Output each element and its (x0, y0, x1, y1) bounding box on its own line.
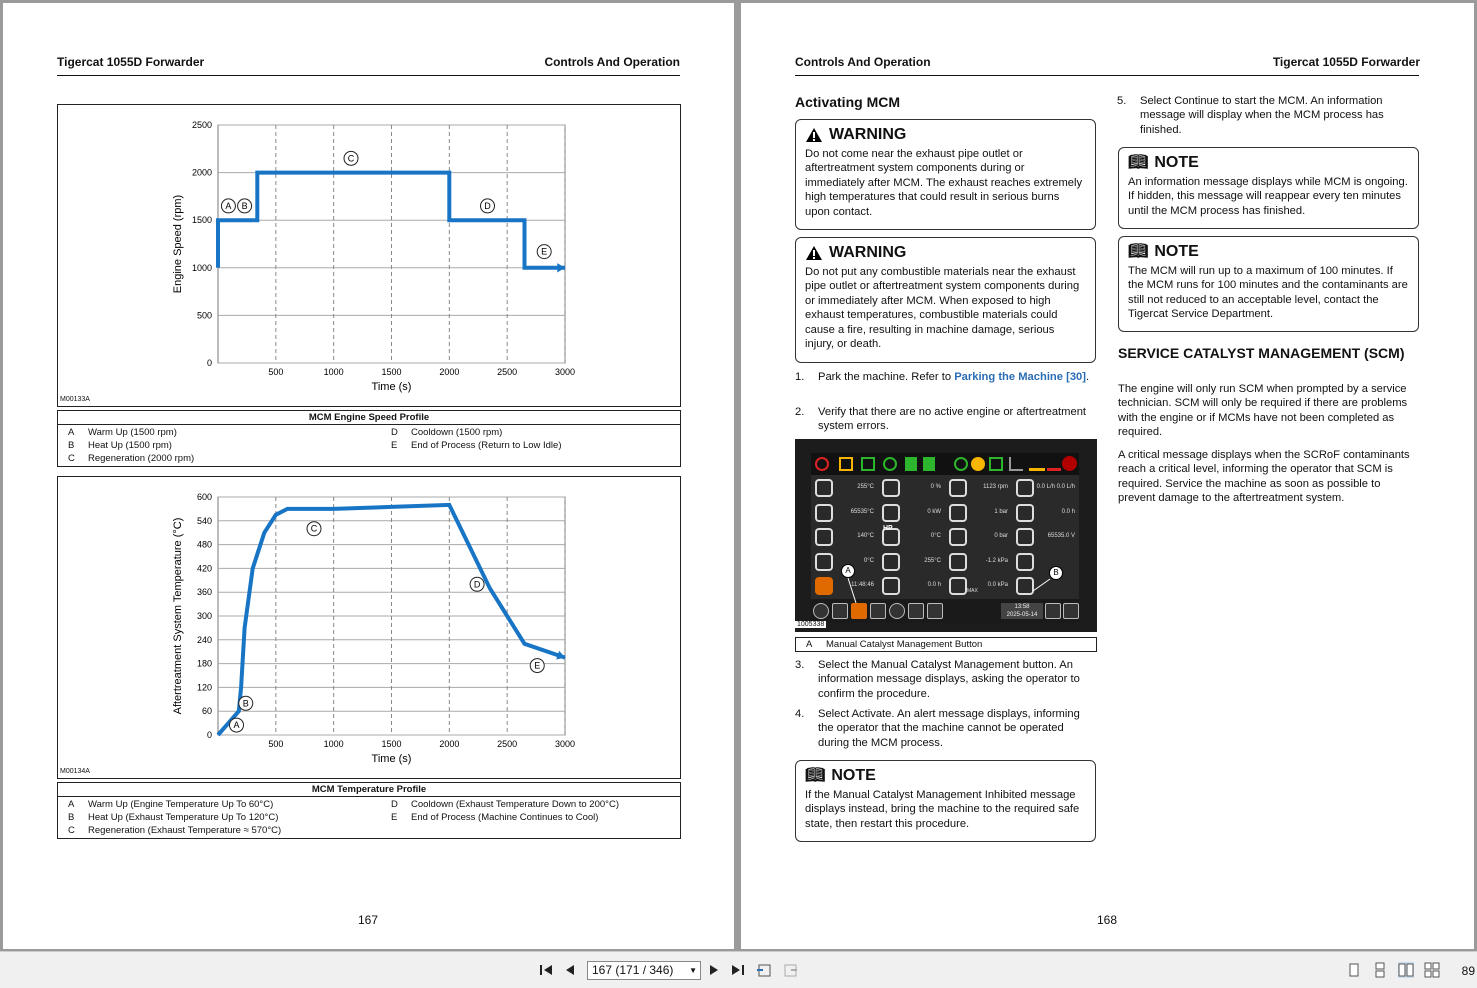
gauge-value: 255°C (857, 484, 874, 490)
y-axis-label: Aftertreatment System Temperature (°C) (172, 517, 184, 715)
temperature-legend (57, 782, 681, 839)
clock-display: 13:58 2025-05-14 (1001, 603, 1043, 619)
max-label: MAX (967, 588, 978, 594)
callout-label: B (242, 698, 249, 709)
x-tick-label: 2500 (497, 367, 518, 377)
legend-item-a: A Warm Up (1500 rpm) (68, 427, 177, 438)
step-3: 3. Select the Manual Catalyst Management button. An information message displays, asking the operator to confirm the procedure. (795, 659, 1080, 700)
gauge-value: 65535°C (850, 508, 874, 515)
y-tick-label: 180 (196, 658, 212, 669)
figure-id: M00134A (60, 768, 90, 775)
running-header-right: Controls And Operation (544, 55, 680, 69)
running-header-left: Controls And Operation (795, 55, 931, 69)
page-number: 167 (357, 913, 379, 927)
y-tick-label: 60 (201, 706, 212, 717)
legend-item-e: E End of Process (Return to Low Idle) (391, 440, 562, 451)
callout-label: A (225, 200, 232, 211)
callout-a: A (841, 564, 855, 578)
page-number-field[interactable]: 167 (171 / 346) ▼ (587, 961, 701, 980)
step-1: 1. Park the machine. Refer to Parking the Machine [30]. (795, 371, 1090, 383)
single-page-view-icon[interactable] (1346, 962, 1362, 978)
book-icon: 📖︎ (1128, 154, 1149, 171)
engine-speed-legend (57, 410, 681, 467)
x-axis-label: Time (s) (371, 381, 412, 393)
y-tick-label: 2500 (191, 120, 212, 130)
note-text: The MCM will run up to a maximum of 100 minutes. If the MCM runs for 100 minutes and the contaminants are still not reduced to an acceptable level, contact the Tigercat Service Department. (1128, 265, 1408, 321)
x-tick-label: 2000 (439, 367, 460, 377)
previous-page-icon[interactable] (562, 962, 578, 978)
viewer-toolbar (0, 951, 1477, 988)
legend-item-a: A Warm Up (Engine Temperature Up To 60°C) (68, 799, 274, 810)
gauge-value: 65535.0 V (1047, 533, 1075, 539)
running-header-left: Tigercat 1055D Forwarder (57, 55, 205, 69)
x-tick-label: 1500 (381, 367, 402, 377)
parking-link[interactable]: Parking the Machine [30] (954, 371, 1086, 383)
step-5: 5. Select Continue to start the MCM. An information message will display when the MCM process has finished. (1117, 95, 1384, 136)
gauge-value: 0.0 kPa (987, 582, 1008, 588)
x-tick-label: 2500 (497, 739, 518, 749)
gauge-value: 0 kW (927, 508, 941, 515)
x-tick-label: 2000 (439, 739, 460, 749)
page-number: 168 (1096, 913, 1118, 927)
y-tick-label: 480 (196, 539, 212, 550)
gauge-value: 1123 rpm (983, 484, 1008, 490)
gauge-value: 0 % (930, 484, 941, 490)
gauge-value: 0 bar (994, 533, 1008, 539)
gauge-value: 255°C (924, 557, 941, 564)
gauge-value: 1 bar (994, 508, 1008, 515)
scm-title: SERVICE CATALYST MANAGEMENT (SCM) (1118, 345, 1405, 361)
y-tick-label: 240 (196, 634, 212, 645)
warning-head: WARNING (829, 126, 907, 143)
note-text: An information message displays while MCM is ongoing. If hidden, this message will reappear every ten minutes until the MCM process has finished. (1128, 176, 1408, 217)
warning-icon (805, 127, 823, 143)
temperature-chart (58, 477, 680, 778)
header-rule (57, 75, 680, 76)
book-icon: 📖︎ (805, 767, 826, 784)
go-back-view-icon[interactable] (756, 962, 772, 978)
legend-item-d: D Cooldown (Exhaust Temperature Down to 200°C) (391, 799, 619, 810)
warning-head: WARNING (829, 244, 907, 261)
y-tick-label: 120 (196, 682, 212, 693)
gauge-value: 140°C (857, 533, 874, 539)
y-axis-label: Engine Speed (rpm) (172, 194, 184, 294)
engine-speed-chart (58, 105, 680, 406)
header-rule (795, 75, 1419, 76)
callout-label: E (541, 246, 548, 257)
legend-item-d: D Cooldown (1500 rpm) (391, 427, 503, 438)
y-tick-label: 420 (196, 563, 212, 574)
temperature-figure (57, 476, 681, 779)
continuous-facing-view-icon[interactable] (1424, 962, 1440, 978)
gauge-value: 11:48:46 (851, 582, 874, 588)
y-tick-label: 2000 (191, 167, 212, 178)
section-title: Activating MCM (795, 94, 900, 110)
scm-paragraph-1: The engine will only run SCM when prompted by a service technician. SCM will only be required if there are problems with the engine or if MCMs have not been completed as required. (1118, 383, 1408, 439)
y-tick-label: 600 (196, 492, 212, 502)
engine-speed-figure (57, 104, 681, 407)
x-tick-label: 1500 (381, 739, 402, 749)
legend-title: MCM Engine Speed Profile (58, 411, 680, 425)
callout-label: D (484, 200, 491, 211)
x-tick-label: 500 (268, 367, 284, 377)
x-tick-label: 1000 (323, 739, 344, 749)
left-page (3, 3, 734, 949)
screen-caption: A Manual Catalyst Management Button (795, 637, 1097, 652)
note-box-1 (795, 760, 1096, 842)
note-head: NOTE (1154, 154, 1199, 171)
note-box-3 (1118, 236, 1419, 332)
go-forward-view-icon[interactable] (782, 962, 798, 978)
step-2: 2. Verify that there are no active engine or aftertreatment system errors. (795, 406, 1087, 433)
y-tick-label: 0 (206, 358, 212, 368)
note-text: If the Manual Catalyst Management Inhibited message displays instead, bring the machine to the required safe state, then restart this procedure. (805, 789, 1080, 830)
warning-text: Do not come near the exhaust pipe outlet or aftertreatment system components during or immediately after MCM. The exhaust reaches extremely high temperatures that could result in serious burns upon contact. (805, 148, 1083, 218)
note-box-2 (1118, 147, 1419, 229)
gauge-value: 0.0 L/h 0.0 L/h (1036, 484, 1075, 490)
display-panel (811, 453, 1079, 623)
x-tick-label: 1000 (323, 367, 344, 377)
gauge-value: 0.0 h (927, 582, 941, 588)
y-tick-label: 0 (206, 730, 212, 740)
gauge-value: 0.0 h (1061, 508, 1075, 515)
callout-leaders (811, 453, 1079, 623)
legend-title: MCM Temperature Profile (58, 783, 680, 797)
x-tick-label: 500 (268, 739, 284, 749)
x-tick-label: 3000 (554, 367, 576, 377)
warning-text: Do not put any combustible materials near the exhaust pipe outlet or aftertreatment system components during or immediately after MCM. When exposed to high exhaust temperatures, combustible materials could cause a fire, resulting in machine damage, serious injury, or death. (805, 266, 1080, 351)
y-tick-label: 360 (196, 587, 212, 598)
callout-label: C (347, 153, 355, 164)
x-tick-label: 3000 (554, 739, 576, 749)
warning-box-2 (795, 237, 1096, 363)
y-tick-label: 300 (196, 611, 212, 621)
zoom-level[interactable]: 89 (1461, 964, 1475, 978)
continuous-view-icon[interactable] (1372, 962, 1388, 978)
callout-label: B (241, 200, 248, 211)
display-screenshot (795, 439, 1097, 632)
y-tick-label: 540 (196, 515, 212, 526)
y-tick-label: 500 (196, 310, 212, 321)
x-axis-label: Time (s) (371, 753, 412, 765)
last-page-icon[interactable] (730, 962, 746, 978)
next-page-icon[interactable] (706, 962, 722, 978)
hp-label: HP (883, 525, 893, 532)
y-tick-label: 1000 (191, 262, 212, 273)
legend-item-e: E End of Process (Machine Continues to Cool) (391, 812, 599, 823)
figure-id: 1005338 (797, 621, 825, 628)
callout-label: D (473, 579, 481, 590)
gauge-value: 0°C (930, 533, 941, 539)
note-head: NOTE (831, 767, 876, 784)
right-page (741, 3, 1474, 949)
legend-item-b: B Heat Up (Exhaust Temperature Up To 120°C) (68, 812, 279, 823)
chevron-down-icon[interactable]: ▼ (689, 966, 697, 975)
first-page-icon[interactable] (538, 962, 554, 978)
gauge-value: -1.2 kPa (985, 557, 1008, 564)
step-4: 4. Select Activate. An alert message displays, informing the operator that the machine cannot be operated during the MCM process. (795, 708, 1080, 749)
facing-pages-view-icon[interactable] (1398, 962, 1414, 978)
note-head: NOTE (1154, 243, 1199, 260)
warning-box-1 (795, 119, 1096, 230)
book-icon: 📖︎ (1128, 243, 1149, 260)
gauge-value: 0°C (863, 557, 874, 564)
legend-item-c: C Regeneration (2000 rpm) (68, 453, 195, 464)
legend-item-b: B Heat Up (1500 rpm) (68, 440, 172, 451)
callout-b: B (1049, 566, 1063, 580)
running-header-right: Tigercat 1055D Forwarder (1272, 55, 1420, 69)
figure-id: M00133A (60, 396, 90, 403)
callout-label: C (310, 523, 318, 534)
y-tick-label: 1500 (191, 215, 212, 226)
scm-paragraph-2: A critical message displays when the SCRoF contaminants reach a critical level, informing the operator that SCM is required. Service the machine as soon as possible to prevent damage to the aftertreatment system. (1118, 449, 1410, 505)
callout-label: E (534, 660, 541, 671)
warning-icon (805, 245, 823, 261)
series-arrowhead (557, 263, 565, 272)
callout-label: A (233, 720, 240, 731)
legend-item-c: C Regeneration (Exhaust Temperature ≈ 570°C) (68, 825, 282, 836)
